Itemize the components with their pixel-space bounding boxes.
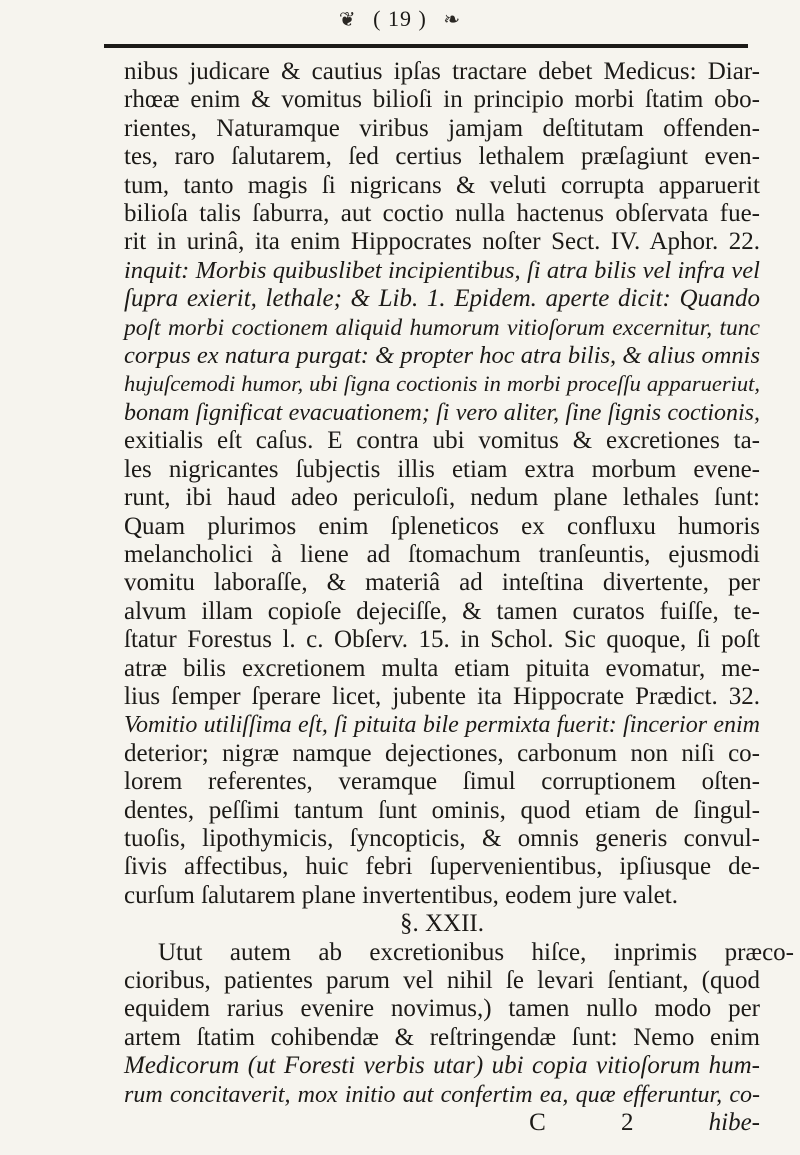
text-line: Vomitio utiliſſima eſt, ſi pituita bile permixta fuerit: ſincerior enim	[124, 712, 760, 739]
text-line: Utut autem ab excretionibus hiſce, inprimis præco-	[158, 938, 794, 966]
ornament-right-icon: ❧	[443, 9, 462, 31]
page-number: ( 19 )	[373, 6, 427, 31]
text-line: ſtatur Forestus l. c. Obſerv. 15. in Schol. Sic quoque, ſi poſt	[124, 626, 760, 654]
text-line: corpus ex natura purgat: & propter hoc atra bilis, & alius omnis	[124, 342, 760, 370]
text-line: exitialis eſt caſus. E contra ubi vomitus & excretiones ta-	[124, 427, 760, 455]
text-line: lius ſemper ſperare licet, jubente ita Hippocrate Prædict. 32.	[124, 682, 760, 710]
header-rule	[104, 44, 748, 48]
text-line: Medicorum (ut Foresti verbis utar) ubi copia vitioſorum hum-	[124, 1052, 760, 1080]
text-line: artem ſtatim cohibendæ & reſtringendæ ſunt: Nemo enim	[124, 1023, 760, 1051]
text-line: bilioſa talis ſaburra, aut coctio nulla hactenus obſervata fue-	[124, 200, 760, 228]
page-header	[0, 6, 800, 32]
text-body	[124, 58, 794, 1137]
text-line: hujuſcemodi humor, ubi ſigna coctionis in morbi proceſſu apparueriut,	[124, 371, 760, 397]
section-heading: §. XXII.	[399, 910, 484, 938]
text-line: cioribus, patientes parum vel nihil ſe levari ſentiant, (quod	[124, 967, 760, 994]
page-footer	[124, 1109, 760, 1137]
text-line: bonam ſignificat evacuationem; ſi vero aliter, ſine ſignis coctionis,	[124, 399, 760, 426]
text-line: melancholici à liene ad ſtomachum tranſeuntis, ejusmodi	[124, 540, 760, 568]
text-line: vomitu laboraſſe, & materiâ ad inteſtina divertente, per	[124, 569, 760, 597]
text-line: ſivis affectibus, huic febri ſupervenientibus, ipſiusque de-	[124, 853, 760, 881]
text-line: tuoſis, lipothymicis, ſyncopticis, & omnis generis convul-	[124, 824, 760, 852]
ornament-left-icon: ❦	[338, 9, 357, 31]
text-line: inquit: Morbis quibuslibet incipientibus, ſi atra bilis vel infra vel	[124, 256, 760, 284]
text-line: atræ bilis excretionem multa etiam pituita evomatur, me-	[124, 654, 760, 682]
text-line: Quam plurimos enim ſpleneticos ex confluxu humoris	[124, 512, 760, 540]
text-line: curſum ſalutarem plane invertentibus, eodem jure valet.	[124, 881, 678, 909]
text-line: les nigricantes ſubjectis illis etiam extra morbum evene-	[124, 455, 760, 483]
catchword: hibe-	[708, 1109, 761, 1137]
text-line: rum concitaverit, mox initio aut confertim ea, quæ efferuntur, co-	[124, 1081, 760, 1108]
text-line: dentes, peſſimi tantum ſunt ominis, quod etiam de ſingul-	[124, 796, 760, 824]
text-line: lorem referentes, veramque ſimul corruptionem oſten-	[124, 768, 760, 796]
text-line: ſupra exierit, lethale; & Lib. 1. Epidem. aperte dicit: Quando	[124, 285, 760, 313]
text-line: nibus judicare & cautius ipſas tractare debet Medicus: Diar-	[124, 58, 760, 85]
text-line: poſt morbi coctionem aliquid humorum vitioſorum excernitur, tunc	[124, 314, 760, 341]
text-line: rientes, Naturamque viribus jamjam deſtitutam offenden-	[124, 114, 760, 142]
text-line: deterior; nigræ namque dejectiones, carbonum non niſi co-	[124, 739, 760, 767]
text-line: alvum illam copioſe dejeciſſe, & tamen curatos fuiſſe, te-	[124, 597, 760, 625]
text-line: tum, tanto magis ſi nigricans & veluti corrupta apparuerit	[124, 171, 760, 199]
signature-mark: C 2	[529, 1109, 634, 1137]
text-line: rit in urinâ, ita enim Hippocrates noſter Sect. IV. Aphor. 22.	[124, 228, 760, 256]
text-line: rhœæ enim & vomitus bilioſi in principio morbi ſtatim obo-	[124, 86, 760, 114]
text-line: runt, ibi haud adeo periculoſi, nedum plane lethales ſunt:	[124, 484, 760, 512]
text-line: tes, raro ſalutarem, ſed certius lethalem præſagiunt even-	[124, 143, 760, 171]
text-line: equidem rarius evenire novimus,) tamen nullo modo per	[124, 995, 760, 1023]
